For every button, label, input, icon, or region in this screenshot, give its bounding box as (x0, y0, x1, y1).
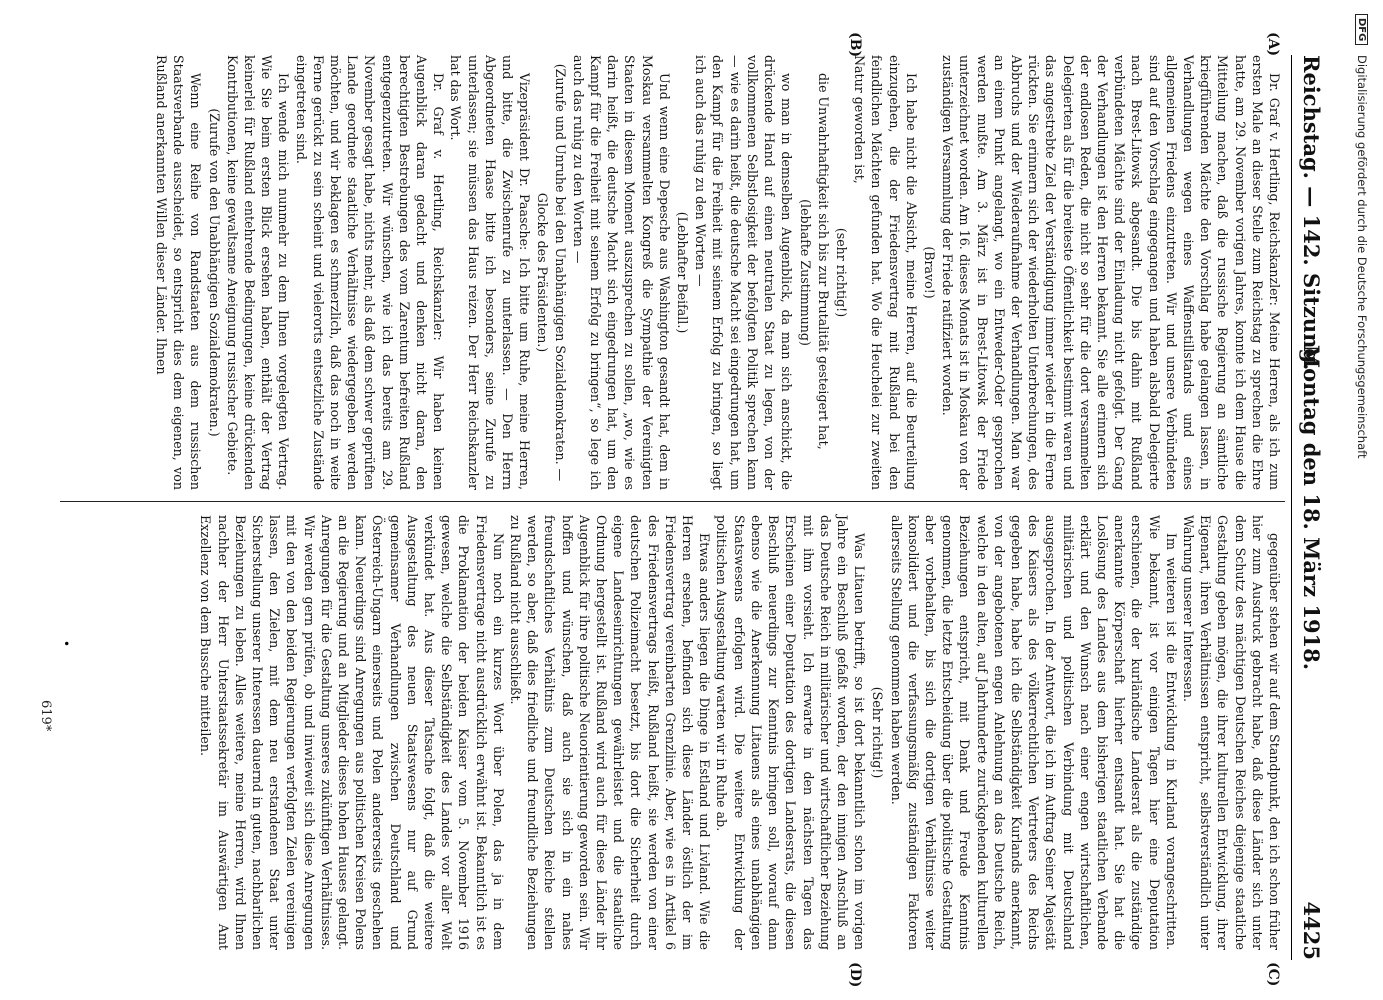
header-page-number: 4425 (1299, 901, 1324, 960)
paragraph: Was Litauen betrifft, so ist dort bekanntlich schon im vorigen Jahre ein Beschluß gefaßt worden, der den innigen Anschluß an das Deutsche Reich in militärischer und wirtschaftlicher Beziehung mit ihm vorsieht. Ich erwarte in den nächsten Tagen das Erscheinen einer Deputation des dortigen Landesrats, die diesen Beschluß neuerdings zur Kenntnis bringen soll, worauf dann ebenso wie die Anerkennung Litauens als eines unabhängigen Staatswesens erfolgen wird. Die weitere Entwicklung der politischen Ausgestaltung warten wir in Ruhe ab. (714, 515, 868, 950)
digitization-credit (1355, 14, 1369, 994)
printer-mark: • (59, 640, 73, 648)
paragraph: gegenüber stehen wir auf dem Standpunkt, den ich schon früher hier zum Ausdruck gebracht habe, daß diese Länder sich unter dem Schutz des mächtigen Deutschen Reiches diejenige staatliche Gestaltung geben mögen, die ihrer kulturellen Entwicklung, ihrer Eigenart, ihren Verhältnissen entspricht, selbstverständlich unter Wahrung unserer Interessen. (1180, 515, 1282, 950)
paragraph: Etwas anders liegen die Dinge in Estland und Livland. Wie die Herren ersehen, befinden sich diese Länder östlich der im Friedensvertrag vereinbarten Grenzlinie. Aber, wie es in Artikel 6 des Friedensvertrags heißt, Rußland heißt, sie werden von einer deutschen Polizeimacht besetzt, bis dort die Sicherheit durch eigene Landeseinrichtungen gewährleistet und die staatliche Ordnung hergestellt ist. Rußland wird auch für diese Länder ihr Augenblick für ihre politische Neuorientierung geworden sein. Wir hoffen und wünschen, daß auch sie sich in ein nahes freundschaftliches Verhältnis zum Deutschen Reiche stellen werden, so aber, daß dies friedliche und freundliche Beziehungen zu Rußland nicht ausschließt. (508, 515, 713, 950)
paragraph: (lebhafte Zustimmung) (797, 199, 813, 346)
paragraph: (Zurufe und Unruhe bei den Unabhängigen Sozialdemokraten. — Glocke des Präsidenten.) (535, 63, 568, 482)
paragraph: Dr. Graf v. Hertling, Reichskanzler: Wir haben keinen Augenblick daran gedacht und denken nicht daran, den berechtigten Bestrebungen des vom Zarentum befreiten Rußland entgegenzutreten. Wir wünschen, wie ich das bereits am 29. November gesagt habe, nichts mehr, als daß dem schwer geprüften Lande geordnete staatliche Verhältnisse wiedergegeben werden möchten, und wir beklagen es schmerzlich, daß das noch in weite Ferne gerückt zu sein scheint und vielerorts entsetzliche Zustände eingetreten sind. (293, 55, 447, 490)
paragraph: Im weiteren ist die Entwicklung in Kurland vorangeschritten. Wie bekannt, ist vor einigen Tagen hier eine Deputation erschienen, die der kurländische Landesrat als die zuständige anerkannte Körperschaft hierher entsandt hat. Sie hat die Loslösung des Landes aus dem bisherigen staatlichen Verbande erklärt und den Wunsch nach einer engen wirtschaftlichen, militärischen und politischen Verbindung mit Deutschland ausgesprochen. In der Antwort, die ich im Auftrag Seiner Majestät des Kaisers als des völkerrechtlichen Vertreters des Reichs gegeben habe, habe ich die Selbständigkeit Kurlands anerkannt, von der angebotenen engen Anlehnung an das Deutsche Reich, welche in den alten, auf Jahrhunderte zurückgehenden kulturellen Beziehungen entspricht, mit Dank und Freude Kenntnis genommen, die letzte Entscheidung über die politische Gestaltung aber vorbehalten, bis sich die dortigen Verhältnisse weiter konsolidiert und die verfassungsmäßig zuständigen Faktoren allerseits Stellung genommen haben werden. (888, 515, 1179, 950)
paragraph: Dr. Graf v. Hertling, Reichskanzler: Meine Herren, als ich zum ersten Male an dieser Stelle zum Reichstag zu sprechen die Ehre hatte, am 29. November vorigen Jahres, konnte ich dem Hause die Mitteilung machen, daß die russische Regierung an sämtliche kriegführenden Mächte den Vorschlag habe gelangen lassen, in Verhandlungen wegen eines Waffenstillstands und eines allgemeinen Friedens einzutreten. Wir und unsere Verbündeten sind auf den Vorschlag eingegangen und haben alsbald Delegierte nach Brest-Litowsk abgesandt. Die bis dahin mit Rußland verbündeten Mächte sind der Einladung nicht gefolgt. Der Gang der Verhandlungen ist den Herren bekannt. Sie alle erinnern sich der endlosen Reden, die nicht so sehr für die dort versammelten Delegierten als für die breiteste Öffentlichkeit bestimmt waren und das angestrebte Ziel der Verständigung immer wieder in die Ferne rückten. Sie erinnern sich der wiederholten Unterbrechungen, des Abbruchs und der Wiederaufnahme der Verhandlungen. Man war an einem Punkt angelangt, wo ein Entweder-Oder gesprochen werden mußte. Am 3. März ist in Brest-Litowsk der Friede unterzeichnet worden. Am 16. dieses Monats ist in Moskau von der zuständigen Versammlung der Friede ratifiziert worden. (940, 55, 1282, 490)
paragraph: Nun noch ein kurzes Wort über Polen, das ja in dem Friedensvertrage nicht ausdrücklich erwähnt ist. Bekanntlich ist es die Proklamation der beiden Kaiser vom 5. November 1916 gewesen, welche die Selbständigkeit des Landes vor aller Welt verkündet hat. Aus dieser Tatsache folgt, daß die weitere Ausgestaltung des neuen Staatswesens nur auf Grund gemeinsamer Verhandlungen zwischen Deutschland und Österreich-Ungarn einerseits und Polen andererseits geschehen kann. Neuerdings sind Anregungen aus politischen Kreisen Polens an die Regierung und an Mitglieder dieses hohen Hauses gelangt. Anregungen für die Gestaltung unseres zukünftigen Verhältnisses. Wir werden gern prüfen, ob und inwieweit sich diese Anregungen mit den von den beiden Regierungen verfolgten Zielen vereinigen lassen, den Zielen, mit dem neu erstandenen Staat unter Sicherstellung unserer Interessen dauernd in guten, nachbarlichen Beziehungen zu leben. Alles weitere, meine Herren, wird Ihnen nachher der Herr Unterstaatssekretär im Auswärtigen Amt Exzellenz von dem Bussche mitteilen. (198, 515, 506, 950)
paragraph: (Zurufe von den Unabhängigen Sozialdemokraten.) (206, 108, 222, 437)
paragraph: (sehr richtig!) (833, 227, 849, 318)
margin-marker-d: (D) (847, 962, 863, 988)
paragraph: (Lebhafter Beifall.) (675, 211, 691, 334)
page-signature: 619* (38, 700, 53, 732)
margin-marker-b: (B) (847, 32, 863, 58)
margin-marker-a: (A) (1265, 32, 1281, 57)
paragraph: (Sehr richtig!) (870, 686, 886, 779)
header-date: Montag den 18. März 1918. (1299, 344, 1324, 671)
paragraph: Ich wende mich nunmehr zu dem Ihnen vorgelegten Vertrag. Wie Sie beim ersten Blick ersehen haben, enthält der Vertrag keinerlei für Rußland entehrende Bedingungen, keine drückenden Kontributionen, keine gewaltsame Aneignung russischer Gebiete. (224, 55, 292, 490)
paragraph: (Bravo!) (921, 246, 937, 299)
left-column (83, 55, 1283, 490)
paragraph: wo man in demselben Augenblick, da man sich anschickt, die drückende Hand auf einen neutralen Staat zu legen, von der vollkommenen Selbstlosigkeit der befolgten Politik sprechen kann — wie es darin heißt, die deutsche Macht sei eingedrungen hat, um den Kampf für die Freiheit mit seinem Erfolg zu bringen, so liegt ich auch das ruhig zu den Worten — (693, 55, 795, 490)
paragraph: die Unwahrhaftigkeit sich bis zur Brutalität gesteigert hat, (815, 73, 831, 450)
digitization-credit-text: Digitalisierung gefördert durch die Deutsche Forschungsgemeinschaft (1355, 55, 1369, 459)
margin-marker-c: (C) (1265, 962, 1281, 987)
paragraph: Ich habe nicht die Absicht, meine Herren, auf die Beurteilung einzugehen, die der Friedensvertrag mit Rußland bei den feindlichen Mächten gefunden hat. Wo die Heuchelei zur zweiten Natur geworden ist, (852, 55, 919, 490)
dfg-logo: DFG (1355, 14, 1368, 45)
paragraph: Und wenn eine Depesche aus Washington gesandt hat, dem in Moskau versammelten Kongreß die Sympathie der Vereinigten Staaten in diesem Moment auszusprechen zu sollen, „wo, wie es darin heißt, die deutsche Macht sich eingedrungen hat, um den Kampf für die Freiheit mit seinem Erfolg zu bringen“, so lege ich auch das ruhig zu den Worten — (570, 55, 672, 490)
page-header (1291, 55, 1328, 960)
header-session: Reichstag. — 142. Sitzung. (1299, 55, 1324, 371)
paragraph: Wenn eine Reihe von Randstaaten aus dem russischen Staatsverbande ausscheidet, so entspricht dies dem eigenen, von Rußland anerkannten Willen dieser Länder. Ihnen (154, 55, 204, 490)
column-divider (60, 501, 1285, 502)
right-column (83, 515, 1283, 950)
paragraph: Vizepräsident Dr. Paasche: Ich bitte um Ruhe, meine Herren, und bitte, die Zwischenrufe zu unterlassen. — Den Herrn Abgeordneten Haase bitte ich besonders, seine Zurufe zu unterlassen; sie müssen das Haus reizen. Der Herr Reichskanzler hat das Wort. (448, 55, 533, 490)
